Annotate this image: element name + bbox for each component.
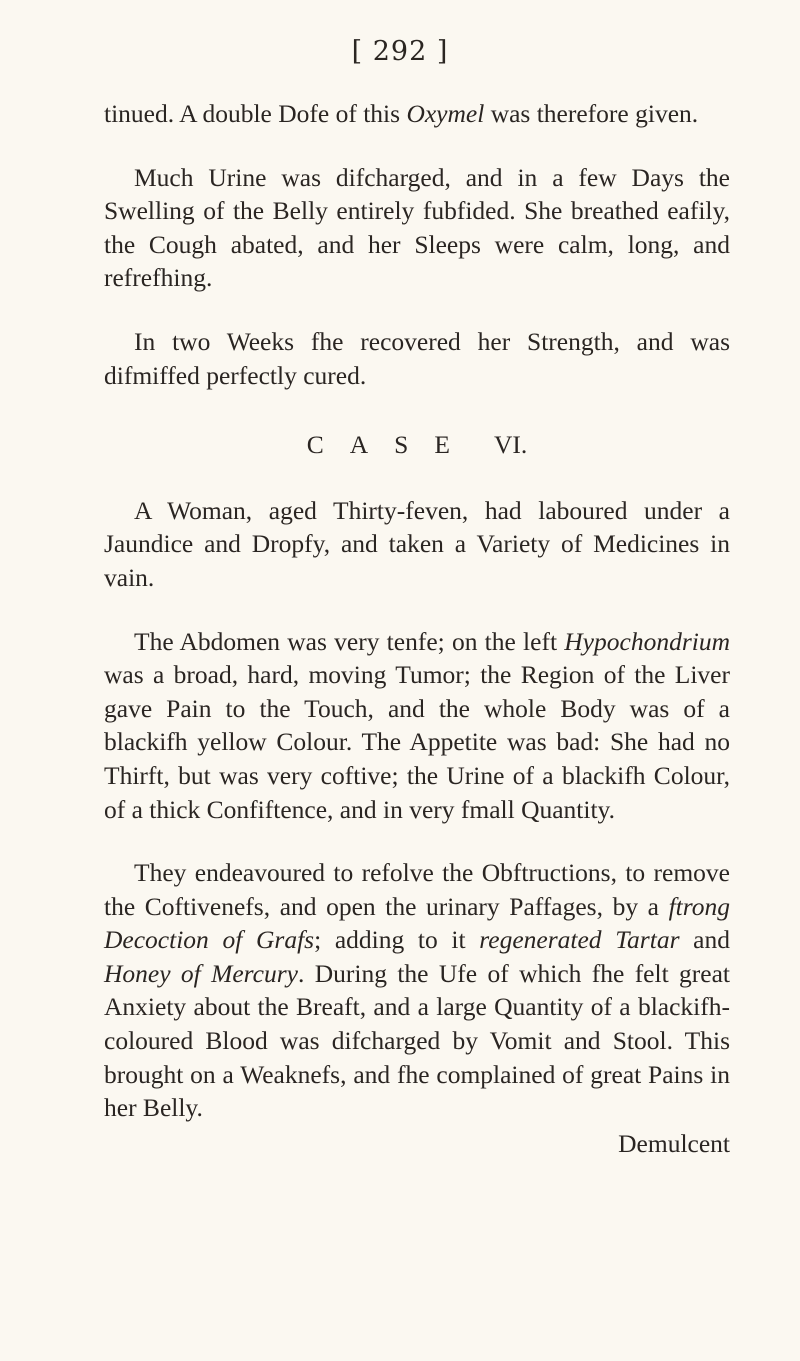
catchword: Demulcent [618,1128,730,1158]
italic-term-oxymel: Oxymel [406,99,485,128]
italic-term-tartar: regenerated Tartar [479,925,680,955]
paragraph-recovery: In two Weeks fhe recovered her Strength, and was difmiffed perfectly cured. [104,326,730,390]
text-run: tinued. A double Dofe of this [104,99,407,128]
paragraph-symptoms [104,625,730,827]
text-run: was therefore given. [484,99,699,128]
italic-term-hypochondrium: Hypochondrium [564,626,730,656]
text-run: and [679,925,730,955]
page-body [104,97,730,1160]
text-run: . During the Ufe of which fhe felt great Anxiety about the Breaft, and a large Quantity of a blackifh-coloured Blood was difcharged by Vomit and Stool. This brought on a Weaknefs, and fhe complained of great Pains in her Belly. [104,958,731,1123]
case-number: VI. [493,430,528,460]
case-word: CASE [306,430,476,460]
paragraph-continued [104,97,730,131]
text-run: They endeavoured to refolve the Obftructions, to remove the Coftivenefs, and open the urinary Paffages, by a [104,858,730,921]
paragraph-case-intro: A Woman, aged Thirty-feven, had laboured under a Jaundice and Dropfy, and taken a Variety of Medicines in vain. [104,495,730,592]
text-run: ; adding to it [314,925,480,955]
text-run: The Abdomen was very tenfe; on the left [134,626,565,656]
paragraph-treatment [104,856,730,1125]
text-run: was a broad, hard, moving Tumor; the Region of the Liver gave Pain to the Touch, and the whole Body was of a blackifh yellow Colour. The Appetite was bad: She had no Thirft, but was very coftive; the Urine of a blackifh Colour, of a thick Confiftence, and in very fmall Quantity. [104,660,730,824]
paragraph-urine: Much Urine was difcharged, and in a few Days the Swelling of the Belly entirely fubfided. She breathed eafily, the Cough abated, and her Sleeps were calm, long, and refrefhing. [104,162,730,293]
italic-term-honey: Honey of Mercury [104,958,298,988]
page-number: [ 292 ] [351,36,449,67]
case-heading [104,428,730,462]
italic-term-decoction: ftrong Decoction of Grafs [104,891,730,955]
